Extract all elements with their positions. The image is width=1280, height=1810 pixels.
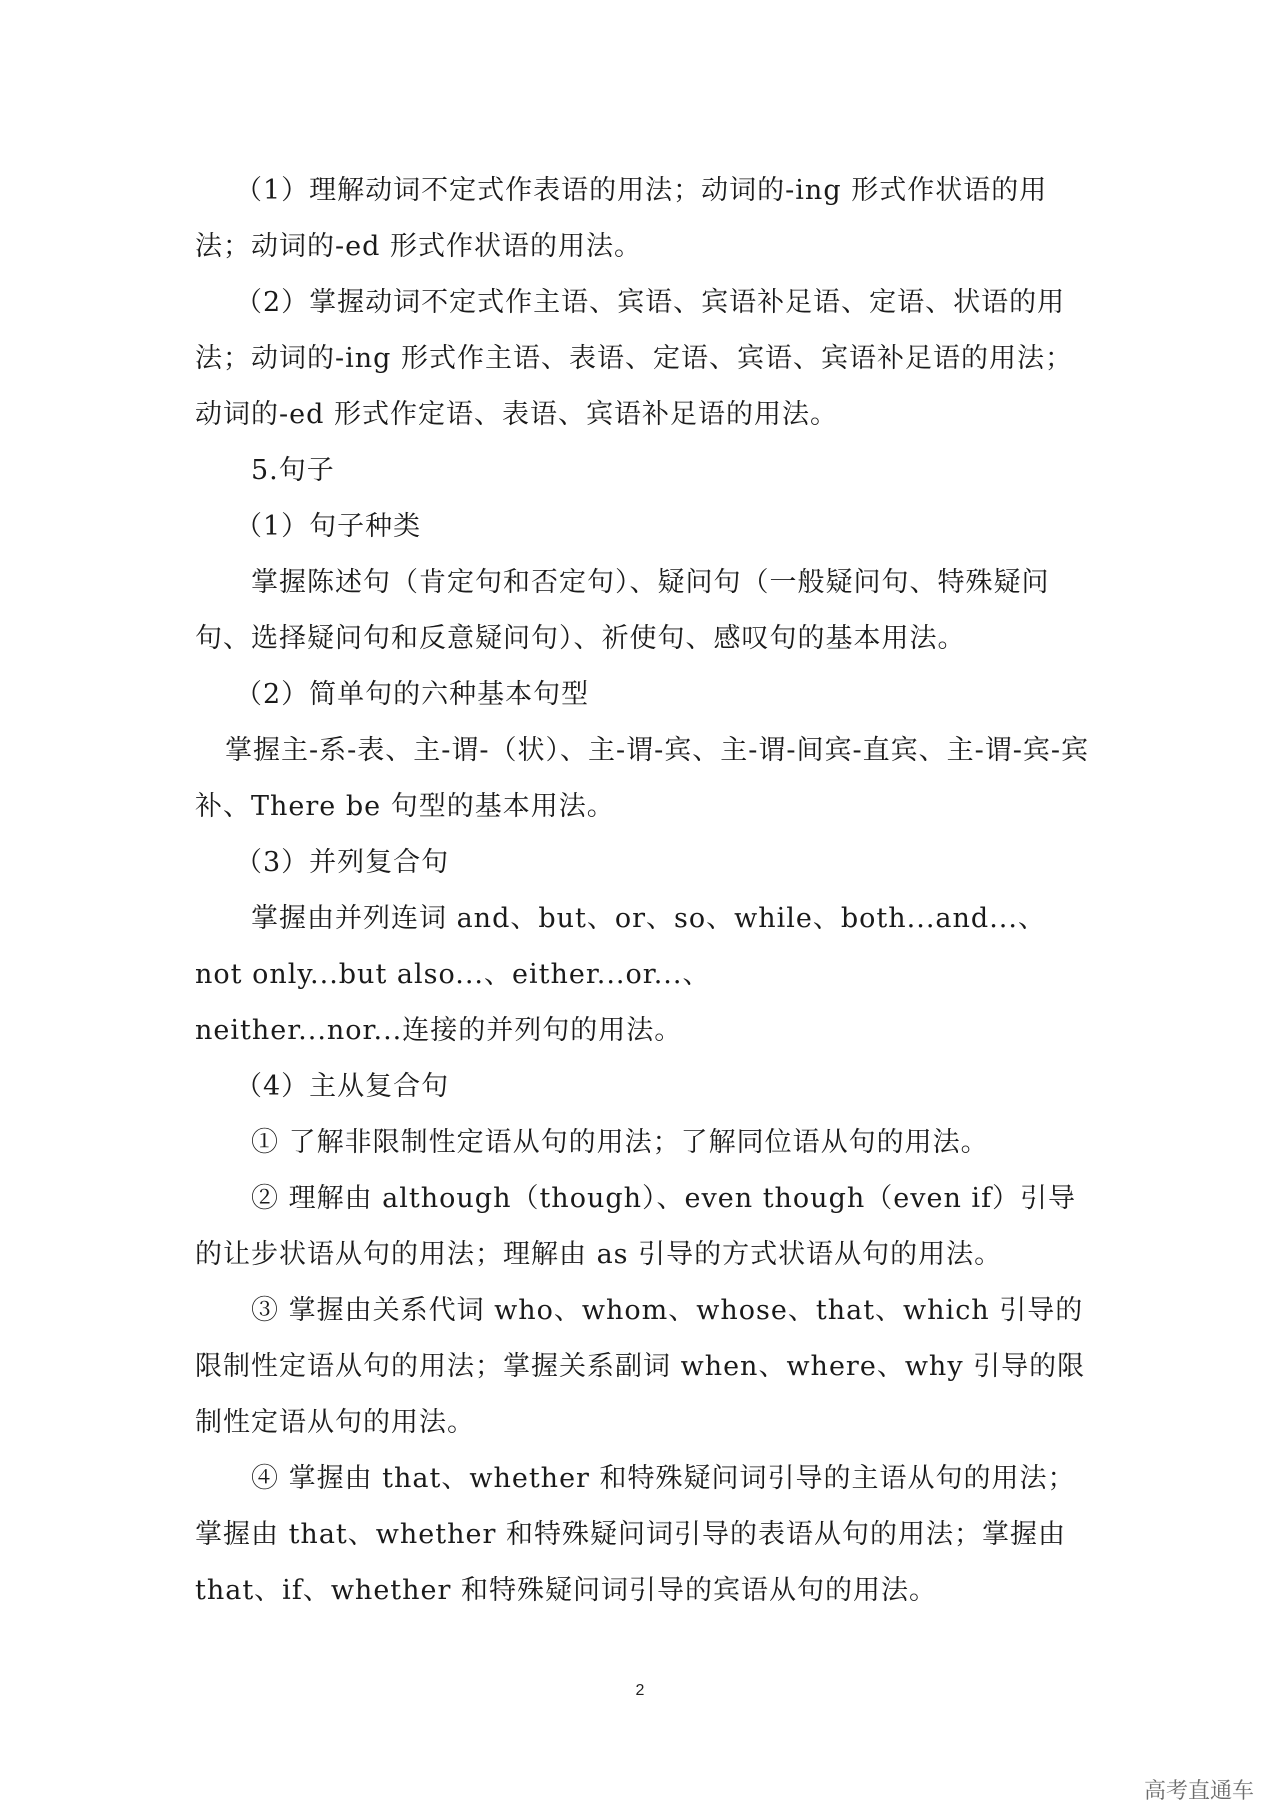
watermark: 高考直通车 — [1143, 1779, 1254, 1804]
paragraph: neither...nor...连接的并列句的用法。 — [195, 1015, 683, 1046]
paragraph: 掌握主-系-表、主-谓-（状）、主-谓-宾、主-谓-间宾-直宾、主-谓-宾-宾补、There be 句型的基本用法。 — [195, 735, 1089, 822]
paragraph: not only...but also...、either...or...、 — [195, 959, 711, 990]
paragraph: 掌握由并列连词 and、but、or、so、while、both...and...、 — [251, 903, 1046, 934]
page-number: 2 — [635, 1682, 645, 1699]
subsection-heading: （3）并列复合句 — [235, 847, 450, 878]
list-item: ④ 掌握由 that、whether 和特殊疑问词引导的主语从句的用法；掌握由 that、whether 和特殊疑问词引导的表语从句的用法；掌握由 that、if、whether 和特殊疑问词引导的宾语从句的用法。 — [195, 1463, 1076, 1606]
list-item: ① 了解非限制性定语从句的用法；了解同位语从句的用法。 — [251, 1127, 989, 1158]
body-text — [195, 163, 1095, 1619]
paragraph: 掌握陈述句（肯定句和否定句）、疑问句（一般疑问句、特殊疑问句、选择疑问句和反意疑问句）、祈使句、感叹句的基本用法。 — [195, 567, 1050, 654]
paragraph: （2）掌握动词不定式作主语、宾语、宾语补足语、定语、状语的用法；动词的-ing 形式作主语、表语、定语、宾语、宾语补足语的用法；动词的-ed 形式作定语、表语、宾语补足语的用法。 — [195, 287, 1074, 430]
subsection-heading: （2）简单句的六种基本句型 — [235, 679, 590, 710]
subsection-heading: （1）句子种类 — [235, 511, 422, 542]
list-item: ② 理解由 although（though）、even though（even if）引导的让步状语从句的用法；理解由 as 引导的方式状语从句的用法。 — [195, 1183, 1077, 1270]
list-item: ③ 掌握由关系代词 who、whom、whose、that、which 引导的限制性定语从句的用法；掌握关系副词 when、where、why 引导的限制性定语从句的用法。 — [195, 1295, 1086, 1438]
subsection-heading: （4）主从复合句 — [235, 1071, 450, 1102]
paragraph: （1）理解动词不定式作表语的用法；动词的-ing 形式作状语的用法；动词的-ed 形式作状语的用法。 — [195, 175, 1048, 262]
section-heading: 5.句子 — [251, 455, 335, 486]
